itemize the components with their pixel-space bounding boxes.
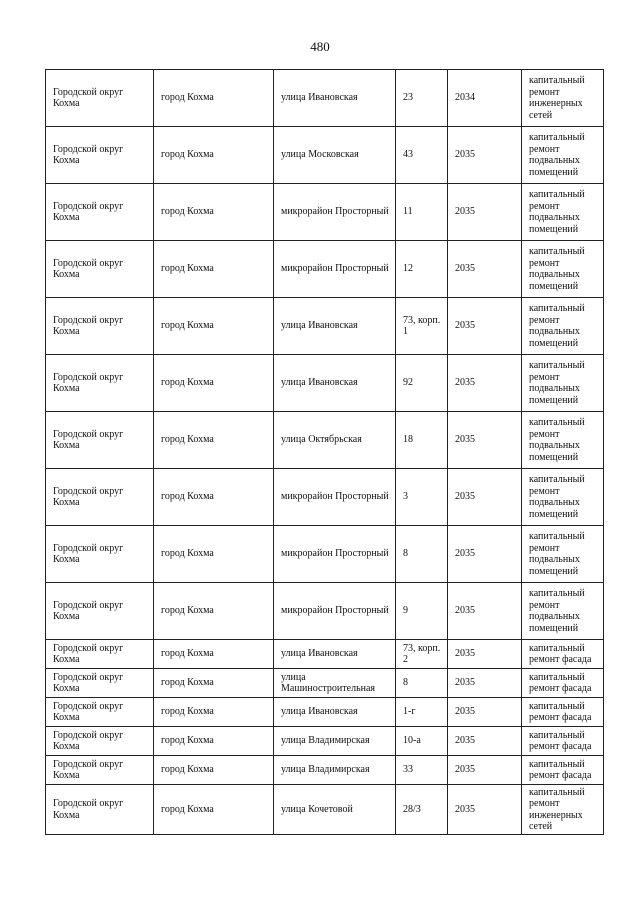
city-cell: город Кохма bbox=[154, 127, 274, 184]
table-row bbox=[46, 70, 604, 127]
street-cell: улица Октябрьская bbox=[274, 412, 396, 469]
house-cell: 18 bbox=[396, 412, 448, 469]
municipality-cell: Городской округ Кохма bbox=[46, 70, 154, 127]
table-row bbox=[46, 698, 604, 727]
street-cell: микрорайон Просторный bbox=[274, 469, 396, 526]
year-cell: 2035 bbox=[448, 640, 522, 669]
street-cell: улица Ивановская bbox=[274, 298, 396, 355]
municipality-cell: Городской округ Кохма bbox=[46, 727, 154, 756]
year-cell: 2034 bbox=[448, 70, 522, 127]
year-cell: 2035 bbox=[448, 298, 522, 355]
municipality-cell: Городской округ Кохма bbox=[46, 241, 154, 298]
house-cell: 9 bbox=[396, 583, 448, 640]
city-cell: город Кохма bbox=[154, 184, 274, 241]
city-cell: город Кохма bbox=[154, 355, 274, 412]
year-cell: 2035 bbox=[448, 241, 522, 298]
year-cell: 2035 bbox=[448, 756, 522, 785]
work-type-cell: капитальный ремонт подвальных помещений bbox=[522, 241, 604, 298]
house-cell: 1-г bbox=[396, 698, 448, 727]
year-cell: 2035 bbox=[448, 127, 522, 184]
city-cell: город Кохма bbox=[154, 583, 274, 640]
city-cell: город Кохма bbox=[154, 298, 274, 355]
work-type-cell: капитальный ремонт подвальных помещений bbox=[522, 298, 604, 355]
house-cell: 92 bbox=[396, 355, 448, 412]
street-cell: микрорайон Просторный bbox=[274, 583, 396, 640]
city-cell: город Кохма bbox=[154, 70, 274, 127]
table-row bbox=[46, 298, 604, 355]
city-cell: город Кохма bbox=[154, 412, 274, 469]
house-cell: 73, корп. 1 bbox=[396, 298, 448, 355]
table-row bbox=[46, 526, 604, 583]
year-cell: 2035 bbox=[448, 469, 522, 526]
year-cell: 2035 bbox=[448, 184, 522, 241]
work-type-cell: капитальный ремонт подвальных помещений bbox=[522, 469, 604, 526]
work-type-cell: капитальный ремонт подвальных помещений bbox=[522, 355, 604, 412]
work-type-cell: капитальный ремонт подвальных помещений bbox=[522, 412, 604, 469]
work-type-cell: капитальный ремонт подвальных помещений bbox=[522, 526, 604, 583]
page-number: 480 bbox=[310, 39, 330, 54]
year-cell: 2035 bbox=[448, 669, 522, 698]
street-cell: улица Ивановская bbox=[274, 640, 396, 669]
municipality-cell: Городской округ Кохма bbox=[46, 298, 154, 355]
municipality-cell: Городской округ Кохма bbox=[46, 669, 154, 698]
city-cell: город Кохма bbox=[154, 698, 274, 727]
municipality-cell: Городской округ Кохма bbox=[46, 184, 154, 241]
work-type-cell: капитальный ремонт фасада bbox=[522, 698, 604, 727]
municipality-cell: Городской округ Кохма bbox=[46, 412, 154, 469]
year-cell: 2035 bbox=[448, 412, 522, 469]
city-cell: город Кохма bbox=[154, 526, 274, 583]
table-row bbox=[46, 756, 604, 785]
municipality-cell: Городской округ Кохма bbox=[46, 698, 154, 727]
year-cell: 2035 bbox=[448, 698, 522, 727]
table-row bbox=[46, 583, 604, 640]
municipality-cell: Городской округ Кохма bbox=[46, 127, 154, 184]
repair-schedule-table bbox=[45, 69, 604, 835]
work-type-cell: капитальный ремонт фасада bbox=[522, 669, 604, 698]
street-cell: микрорайон Просторный bbox=[274, 526, 396, 583]
work-type-cell: капитальный ремонт инженерных сетей bbox=[522, 785, 604, 835]
work-type-cell: капитальный ремонт фасада bbox=[522, 756, 604, 785]
municipality-cell: Городской округ Кохма bbox=[46, 469, 154, 526]
year-cell: 2035 bbox=[448, 355, 522, 412]
table-row bbox=[46, 241, 604, 298]
municipality-cell: Городской округ Кохма bbox=[46, 640, 154, 669]
city-cell: город Кохма bbox=[154, 756, 274, 785]
house-cell: 12 bbox=[396, 241, 448, 298]
street-cell: микрорайон Просторный bbox=[274, 184, 396, 241]
table-row bbox=[46, 785, 604, 835]
house-cell: 8 bbox=[396, 526, 448, 583]
city-cell: город Кохма bbox=[154, 669, 274, 698]
table-row bbox=[46, 727, 604, 756]
year-cell: 2035 bbox=[448, 583, 522, 640]
municipality-cell: Городской округ Кохма bbox=[46, 583, 154, 640]
table-row bbox=[46, 640, 604, 669]
house-cell: 3 bbox=[396, 469, 448, 526]
year-cell: 2035 bbox=[448, 785, 522, 835]
table-row bbox=[46, 127, 604, 184]
work-type-cell: капитальный ремонт фасада bbox=[522, 727, 604, 756]
work-type-cell: капитальный ремонт подвальных помещений bbox=[522, 583, 604, 640]
table-row bbox=[46, 669, 604, 698]
street-cell: улица Ивановская bbox=[274, 698, 396, 727]
house-cell: 73, корп. 2 bbox=[396, 640, 448, 669]
work-type-cell: капитальный ремонт подвальных помещений bbox=[522, 184, 604, 241]
street-cell: улица Машиностроительная bbox=[274, 669, 396, 698]
year-cell: 2035 bbox=[448, 526, 522, 583]
work-type-cell: капитальный ремонт подвальных помещений bbox=[522, 127, 604, 184]
street-cell: улица Ивановская bbox=[274, 70, 396, 127]
municipality-cell: Городской округ Кохма bbox=[46, 526, 154, 583]
house-cell: 8 bbox=[396, 669, 448, 698]
work-type-cell: капитальный ремонт инженерных сетей bbox=[522, 70, 604, 127]
year-cell: 2035 bbox=[448, 727, 522, 756]
street-cell: улица Ивановская bbox=[274, 355, 396, 412]
city-cell: город Кохма bbox=[154, 785, 274, 835]
house-cell: 23 bbox=[396, 70, 448, 127]
house-cell: 43 bbox=[396, 127, 448, 184]
street-cell: улица Кочетовой bbox=[274, 785, 396, 835]
house-cell: 10-а bbox=[396, 727, 448, 756]
house-cell: 28/3 bbox=[396, 785, 448, 835]
street-cell: микрорайон Просторный bbox=[274, 241, 396, 298]
table-row bbox=[46, 355, 604, 412]
city-cell: город Кохма bbox=[154, 640, 274, 669]
city-cell: город Кохма bbox=[154, 241, 274, 298]
municipality-cell: Городской округ Кохма bbox=[46, 785, 154, 835]
street-cell: улица Владимирская bbox=[274, 756, 396, 785]
street-cell: улица Владимирская bbox=[274, 727, 396, 756]
table-row bbox=[46, 184, 604, 241]
city-cell: город Кохма bbox=[154, 469, 274, 526]
house-cell: 33 bbox=[396, 756, 448, 785]
municipality-cell: Городской округ Кохма bbox=[46, 756, 154, 785]
house-cell: 11 bbox=[396, 184, 448, 241]
table-row bbox=[46, 412, 604, 469]
work-type-cell: капитальный ремонт фасада bbox=[522, 640, 604, 669]
street-cell: улица Московская bbox=[274, 127, 396, 184]
city-cell: город Кохма bbox=[154, 727, 274, 756]
municipality-cell: Городской округ Кохма bbox=[46, 355, 154, 412]
table-row bbox=[46, 469, 604, 526]
